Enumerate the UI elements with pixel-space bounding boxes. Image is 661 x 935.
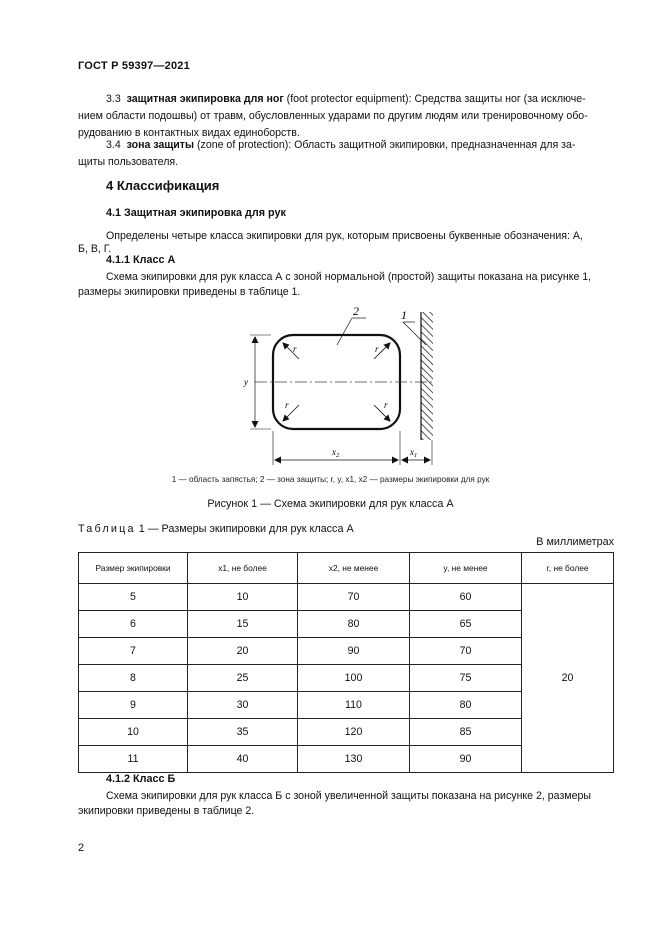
cell: 10 <box>188 584 298 611</box>
clause-4-1-line1: Определены четыре класса экипировки для рук, которым присвоены буквенные обозначения: А, <box>106 230 583 242</box>
cell: 65 <box>410 611 522 638</box>
definition-text: (foot protector equipment): Средства защиты ног (за исключе- <box>283 93 586 105</box>
leader-zone <box>337 318 352 345</box>
figure-1-caption: Рисунок 1 — Схема экипировки для рук класса А <box>207 498 454 510</box>
cell: 25 <box>188 665 298 692</box>
cell: 70 <box>410 638 522 665</box>
term: зона защиты <box>126 139 195 151</box>
table-1-units: В миллиметрах <box>536 536 614 548</box>
cell: 8 <box>79 665 188 692</box>
clause-4-1-1-heading: 4.1.1 Класс А <box>106 254 176 266</box>
clause-3-3-line3: рудованию в контактных видах единоборств. <box>78 127 300 139</box>
cell: 75 <box>410 665 522 692</box>
term: защитная экипировка для ног <box>126 93 284 105</box>
header-y: y, не менее <box>410 553 522 584</box>
radius-arrow-tl <box>283 343 299 359</box>
dimension-y-label: y <box>244 377 248 387</box>
header-size: Размер экипировки <box>79 553 188 584</box>
cell: 35 <box>188 719 298 746</box>
cell: 130 <box>298 746 410 773</box>
cell: 70 <box>298 584 410 611</box>
document-header: ГОСТ Р 59397—2021 <box>78 60 190 72</box>
clause-3-4-line2: щиты пользователя. <box>78 156 179 168</box>
radius-label: r <box>384 400 388 410</box>
zone-label: 2 <box>353 304 359 318</box>
cell: 60 <box>410 584 522 611</box>
cell: 20 <box>188 638 298 665</box>
cell: 80 <box>410 692 522 719</box>
figure-1-diagram <box>0 300 661 490</box>
wrist-hatch <box>421 312 433 440</box>
wrist-label: 1 <box>401 308 407 322</box>
radius-label: r <box>293 344 297 354</box>
cell: 100 <box>298 665 410 692</box>
table-header-row <box>79 553 614 584</box>
cell: 110 <box>298 692 410 719</box>
clause-4-1-1-line1: Схема экипировки для рук класса А с зоной нормальной (простой) защиты показана на рисунке 1, <box>106 271 592 283</box>
radius-label: r <box>285 400 289 410</box>
cell: 40 <box>188 746 298 773</box>
cell: 9 <box>79 692 188 719</box>
clause-4-1-2-heading: 4.1.2 Класс Б <box>106 773 176 785</box>
clause-number: 3.4 <box>106 139 121 151</box>
clause-4-1-2-line1: Схема экипировки для рук класса Б с зоной увеличенной защиты показана на рисунке 2, размеры <box>106 790 591 802</box>
cell: 85 <box>410 719 522 746</box>
radius-arrow-br <box>374 405 390 421</box>
header-x2: x2, не менее <box>298 553 410 584</box>
cell: 120 <box>298 719 410 746</box>
clause-number: 3.3 <box>106 93 121 105</box>
header-r: r, не более <box>522 553 614 584</box>
cell: 80 <box>298 611 410 638</box>
table-1 <box>78 552 614 773</box>
clause-4-1-2-line2: экипировки приведены в таблице 2. <box>78 805 255 817</box>
clause-3-4-line1 <box>106 137 575 154</box>
definition-text: (zone of protection): Область защитной экипировки, предназначенная для за- <box>194 139 576 151</box>
cell: 90 <box>410 746 522 773</box>
clause-3-3-line2: нием области подошвы) от травм, обусловленных ударами по другим людям или тренировочному обо- <box>78 110 588 122</box>
cell: 11 <box>79 746 188 773</box>
dimension-x1-label: $x_1$ <box>410 447 418 459</box>
table-1-caption: Таблица 1 — Размеры экипировки для рук класса А <box>78 523 354 535</box>
clause-3-3-line1 <box>106 91 586 108</box>
dimension-x2-label: $x_2$ <box>332 447 340 459</box>
clause-4-1-1-line2: размеры экипировки приведены в таблице 1. <box>78 286 301 298</box>
page-number: 2 <box>78 842 85 854</box>
figure-1-legend: 1 — область запястья; 2 — зона защиты; r, y, x1, x2 — размеры экипировки для рук <box>171 475 490 484</box>
cell: 90 <box>298 638 410 665</box>
cell: 15 <box>188 611 298 638</box>
clause-4-1-line2: Б, В, Г. <box>78 243 112 255</box>
table-row <box>79 584 614 611</box>
radius-label: r <box>375 344 379 354</box>
cell: 5 <box>79 584 188 611</box>
clause-4-1-heading: 4.1 Защитная экипировка для рук <box>106 207 286 219</box>
cell: 30 <box>188 692 298 719</box>
cell: 6 <box>79 611 188 638</box>
section-4-heading: 4 Классификация <box>106 178 220 193</box>
header-x1: x1, не более <box>188 553 298 584</box>
cell-r-value: 20 <box>522 584 614 773</box>
cell: 10 <box>79 719 188 746</box>
cell: 7 <box>79 638 188 665</box>
